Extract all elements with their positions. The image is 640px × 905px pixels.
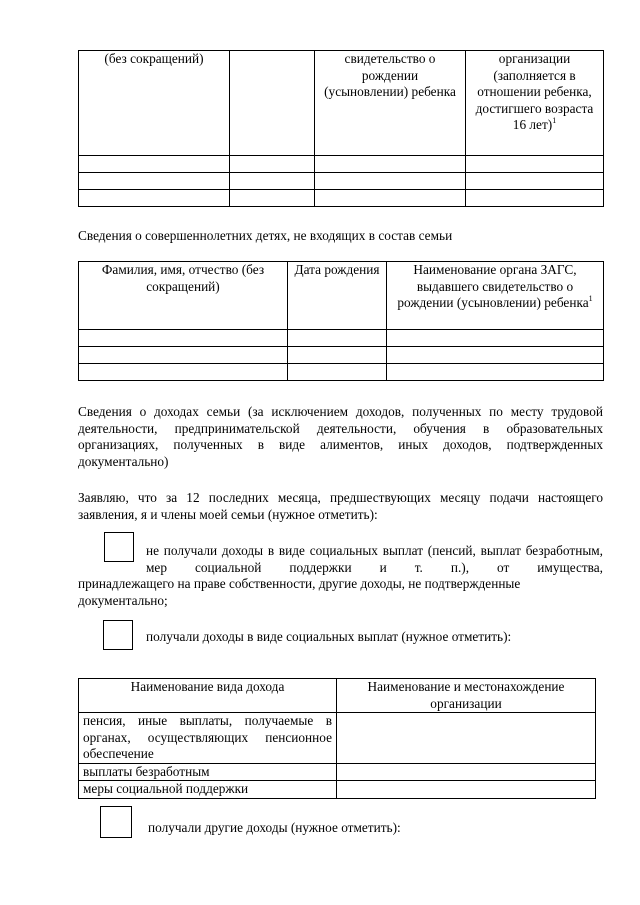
table-cell[interactable]: [288, 330, 387, 347]
income-info: Сведения о доходах семьи (за исключением доходов, полученных по месту трудовой деятельности, предпринимательской деятельности, обучения в образовательных организациях, полученных в виде алиментов, иных доходов, подтвержденных документально): [78, 404, 603, 469]
income-types-table: [78, 678, 596, 799]
table-cell[interactable]: [79, 330, 288, 347]
table-cell[interactable]: [79, 364, 288, 381]
table-cell[interactable]: [337, 781, 596, 799]
table-cell[interactable]: [230, 190, 315, 207]
table-cell[interactable]: [315, 156, 466, 173]
table-cell[interactable]: [230, 173, 315, 190]
table-cell[interactable]: [466, 173, 604, 190]
cell-organization: организации (заполняется в отношении ребенка, достигшего возраста 16 лет)$^1$: [466, 51, 604, 156]
row-pension: пенсия, иные выплаты, получаемые в органах, осуществляющих пенсионное обеспечение: [79, 713, 337, 764]
table-cell[interactable]: [337, 763, 596, 781]
children-table-continued: [78, 50, 604, 207]
header-birth-date: Дата рождения: [288, 262, 387, 330]
cell-name-note: (без сокращений): [79, 51, 230, 156]
table-cell[interactable]: [387, 364, 604, 381]
row-social-support: меры социальной поддержки: [79, 781, 337, 799]
table-cell[interactable]: [466, 190, 604, 207]
footnote-marker: 1: [588, 294, 593, 303]
header-full-name: Фамилия, имя, отчество (без сокращений): [79, 262, 288, 330]
cell-birth-certificate: свидетельство о рождении (усыновлении) ребенка: [315, 51, 466, 156]
table-cell[interactable]: [79, 347, 288, 364]
table-cell[interactable]: [387, 347, 604, 364]
declaration: Заявляю, что за 12 последних месяца, предшествующих месяцу подачи настоящего заявления, я и члены моей семьи (нужное отметить):: [78, 490, 603, 522]
header-organization: Наименование и местонахождение организации: [337, 679, 596, 713]
table-cell[interactable]: [315, 173, 466, 190]
table-cell[interactable]: [230, 156, 315, 173]
table-cell[interactable]: [387, 330, 604, 347]
table-cell[interactable]: [466, 156, 604, 173]
option-other-income: получали другие доходы (нужное отметить):: [148, 820, 401, 835]
table-cell[interactable]: [288, 364, 387, 381]
table-cell[interactable]: [315, 190, 466, 207]
footnote-marker: 1: [552, 116, 557, 125]
table-cell[interactable]: [288, 347, 387, 364]
table-cell[interactable]: [79, 173, 230, 190]
option-text-line-2: принадлежащего на праве собственности, другие доходы, не подтвержденные документально;: [78, 576, 521, 608]
option-social-income: получали доходы в виде социальных выплат (нужное отметить):: [146, 629, 512, 644]
heading-adult-children: Сведения о совершеннолетних детях, не входящих в состав семьи: [78, 228, 453, 243]
adult-children-table: [78, 261, 604, 381]
table-cell[interactable]: [79, 190, 230, 207]
option-text-line-1: не получали доходы в виде социальных выплат (пенсий, выплат безработным, мер социальной поддержки и т. п.), от имущества,: [146, 543, 603, 575]
cell-empty: [230, 51, 315, 156]
option-no-social-income: [78, 543, 603, 609]
header-registry-office: Наименование органа ЗАГС, выдавшего свидетельство о рождении (усыновлении) ребенка$^1$: [387, 262, 604, 330]
row-unemployment: выплаты безработным: [79, 763, 337, 781]
table-cell[interactable]: [79, 156, 230, 173]
checkbox-other-income[interactable]: [100, 806, 132, 838]
header-income-type: Наименование вида дохода: [79, 679, 337, 713]
checkbox-social-income[interactable]: [103, 620, 133, 650]
table-cell[interactable]: [337, 713, 596, 764]
